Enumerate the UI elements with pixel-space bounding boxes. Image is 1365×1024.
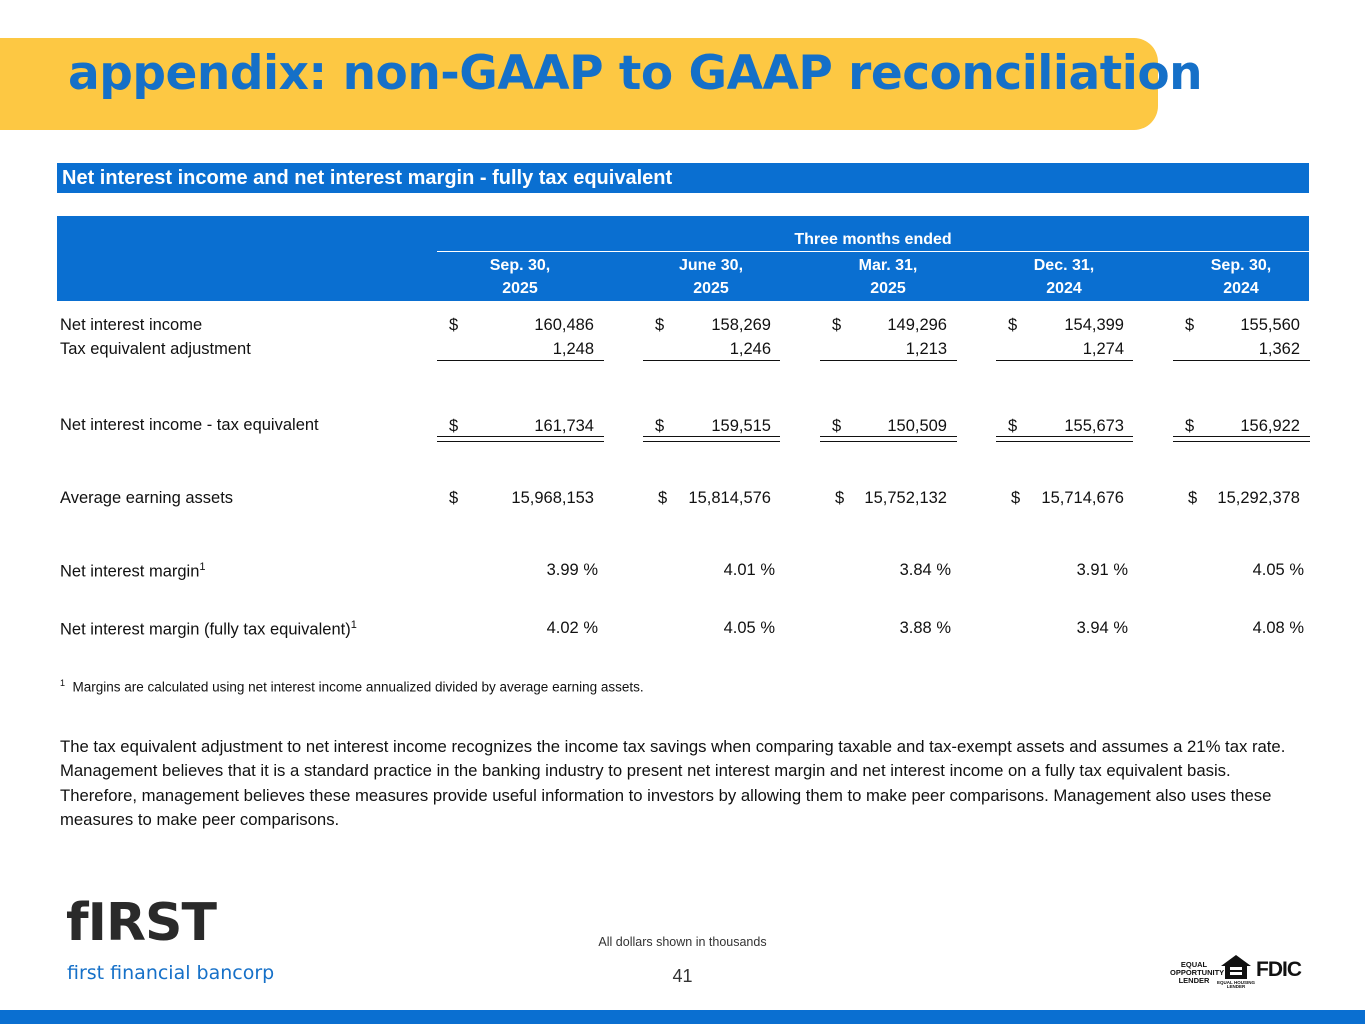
column-header: Sep. 30, 2024 <box>1210 257 1272 297</box>
svg-text:LENDER: LENDER <box>1226 984 1246 989</box>
currency-symbol: $ <box>658 489 668 507</box>
row-label-net-interest-income-te: Net interest income - tax equivalent <box>60 416 319 434</box>
row-label-net-interest-income: Net interest income <box>60 316 203 334</box>
units-note: All dollars shown in thousands <box>598 935 767 949</box>
currency-symbol: $ <box>449 316 459 334</box>
table-cell: 1,246 <box>729 340 771 358</box>
header-divider <box>437 251 1309 252</box>
table-cell: 155,560 <box>1240 316 1300 334</box>
currency-symbol: $ <box>449 489 459 507</box>
currency-symbol: $ <box>449 417 459 435</box>
table-cell: 15,714,676 <box>1041 489 1124 507</box>
table-cell: 155,673 <box>1064 417 1124 435</box>
table-cell: 3.84 % <box>899 561 951 579</box>
table-cell: 1,213 <box>905 340 947 358</box>
table-cell: 158,269 <box>711 316 771 334</box>
table-cell: 15,814,576 <box>688 489 771 507</box>
subtotal-rule <box>996 360 1133 361</box>
currency-symbol: $ <box>1008 417 1018 435</box>
column-header: June 30, 2025 <box>678 257 744 297</box>
table-cell: 3.91 % <box>1076 561 1128 579</box>
column-header: Sep. 30, 2025 <box>489 257 551 297</box>
page-title: appendix: non-GAAP to GAAP reconciliation <box>68 46 1203 101</box>
subtotal-rule <box>1173 360 1310 361</box>
currency-symbol: $ <box>832 417 842 435</box>
table-cell: 161,734 <box>534 417 594 435</box>
currency-symbol: $ <box>1011 489 1021 507</box>
currency-symbol: $ <box>835 489 845 507</box>
currency-symbol: $ <box>1185 417 1195 435</box>
table-cell: 156,922 <box>1240 417 1300 435</box>
equal-opportunity-lender-badge: EQUAL OPPORTUNITY LENDER <box>1170 960 1225 985</box>
total-double-rule <box>996 436 1133 442</box>
footnote-marker: 1 <box>350 619 357 631</box>
table-cell: 4.05 % <box>1252 561 1304 579</box>
row-label-net-interest-margin-fte: Net interest margin (fully tax equivalent)$^1$ <box>60 619 357 639</box>
subtotal-rule <box>820 360 957 361</box>
table-cell: 154,399 <box>1064 316 1124 334</box>
table-cell: 4.02 % <box>546 619 598 637</box>
currency-symbol: $ <box>1008 316 1018 334</box>
currency-symbol: $ <box>655 316 665 334</box>
subtotal-rule <box>437 360 604 361</box>
table-cell: 149,296 <box>887 316 947 334</box>
subtotal-rule <box>643 360 780 361</box>
total-double-rule <box>437 436 604 442</box>
explanatory-paragraph: The tax equivalent adjustment to net interest income recognizes the income tax savings when comparing taxable and tax-exempt assets and assumes a 21% tax rate. Management believes that it is a standard practice in the banking industry to present net interest margin and net interest income on a fully tax equivalent basis. Therefore, management believes these measures provide useful information to investors by allowing them to make peer comparisons. Management also uses these measures to make peer comparisons. <box>60 737 1286 829</box>
table-cell: 160,486 <box>534 316 594 334</box>
footer-bar <box>0 1010 1365 1024</box>
table-cell: 1,362 <box>1258 340 1300 358</box>
currency-symbol: $ <box>1185 316 1195 334</box>
column-header: Dec. 31, 2024 <box>1033 257 1095 297</box>
table-cell: 4.05 % <box>723 619 775 637</box>
table-cell: 159,515 <box>711 417 771 435</box>
table-cell: 3.99 % <box>546 561 598 579</box>
table-cell: 150,509 <box>887 417 947 435</box>
table-cell: 4.08 % <box>1252 619 1304 637</box>
table-cell: 1,248 <box>552 340 594 358</box>
footnote-marker: 1 <box>199 561 206 573</box>
period-header: Three months ended <box>794 231 952 248</box>
row-label-tax-equivalent-adjustment: Tax equivalent adjustment <box>60 340 251 358</box>
table-cell: 15,968,153 <box>511 489 594 507</box>
fdic-badge: FDIC <box>1256 958 1301 981</box>
table-cell: 3.94 % <box>1076 619 1128 637</box>
table-cell: 1,274 <box>1082 340 1124 358</box>
column-header: Mar. 31, 2025 <box>858 257 918 297</box>
section-title: Net interest income and net interest margin - fully tax equivalent <box>62 167 673 189</box>
currency-symbol: $ <box>832 316 842 334</box>
equal-housing-icon <box>1217 954 1255 989</box>
svg-text:EQUAL HOUSING: EQUAL HOUSING <box>1217 980 1255 985</box>
company-name: first financial bancorp <box>67 962 275 984</box>
table-cell: 3.88 % <box>899 619 951 637</box>
row-label-net-interest-margin: Net interest margin$^1$ <box>60 561 206 581</box>
total-double-rule <box>643 436 780 442</box>
company-logo: fIRST <box>66 893 216 953</box>
currency-symbol: $ <box>655 417 665 435</box>
page-number: 41 <box>672 966 693 986</box>
currency-symbol: $ <box>1188 489 1198 507</box>
total-double-rule <box>1173 436 1310 442</box>
table-cell: 15,292,378 <box>1217 489 1300 507</box>
table-cell: 15,752,132 <box>864 489 947 507</box>
total-double-rule <box>820 436 957 442</box>
row-label-average-earning-assets: Average earning assets <box>60 489 234 507</box>
footnote: $^1$ Margins are calculated using net interest income annualized divided by average earning assets. <box>60 678 644 695</box>
table-cell: 4.01 % <box>723 561 775 579</box>
